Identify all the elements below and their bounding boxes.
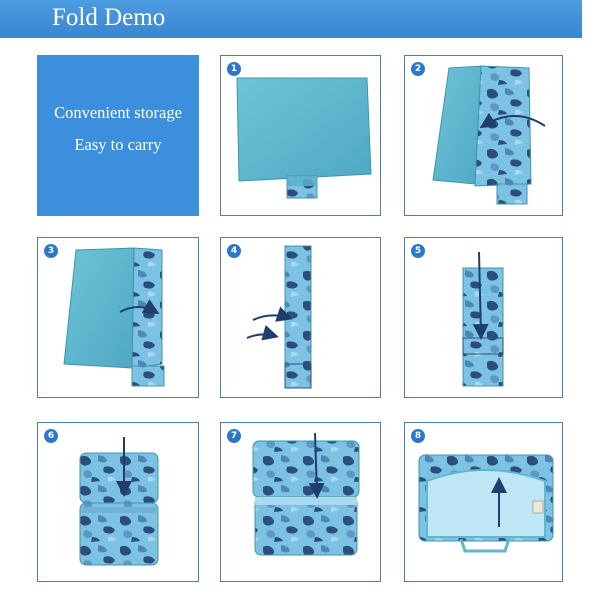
step-4-illustration — [221, 238, 381, 398]
step-7-panel — [220, 422, 381, 582]
step-5-illustration — [405, 238, 563, 398]
step-1-illustration — [221, 56, 381, 216]
step-5-panel — [404, 237, 563, 398]
step-number-badge: 2 — [411, 62, 425, 76]
step-3-illustration — [38, 238, 199, 398]
promo-line-storage: Convenient storage — [54, 103, 182, 122]
step-6-panel — [37, 422, 199, 582]
step-7-illustration — [221, 423, 381, 582]
step-number-badge: 1 — [227, 62, 241, 76]
header-banner — [0, 0, 582, 38]
step-number-badge: 6 — [44, 429, 58, 443]
step-8-panel — [404, 422, 563, 582]
step-2-panel — [404, 55, 563, 216]
step-6-illustration — [38, 423, 199, 582]
step-number-badge: 4 — [227, 244, 241, 258]
step-number-badge: 8 — [411, 429, 425, 443]
step-2-illustration — [405, 56, 563, 216]
step-number-badge: 5 — [411, 244, 425, 258]
promo-line-carry: Easy to carry — [74, 135, 162, 154]
step-4-panel — [220, 237, 381, 398]
step-1-panel — [220, 55, 381, 216]
step-3-panel — [37, 237, 199, 398]
page-title: Fold Demo — [52, 4, 166, 31]
promo-box — [37, 55, 199, 216]
step-number-badge: 7 — [227, 429, 241, 443]
step-number-badge: 3 — [44, 244, 58, 258]
step-8-illustration — [405, 423, 563, 582]
